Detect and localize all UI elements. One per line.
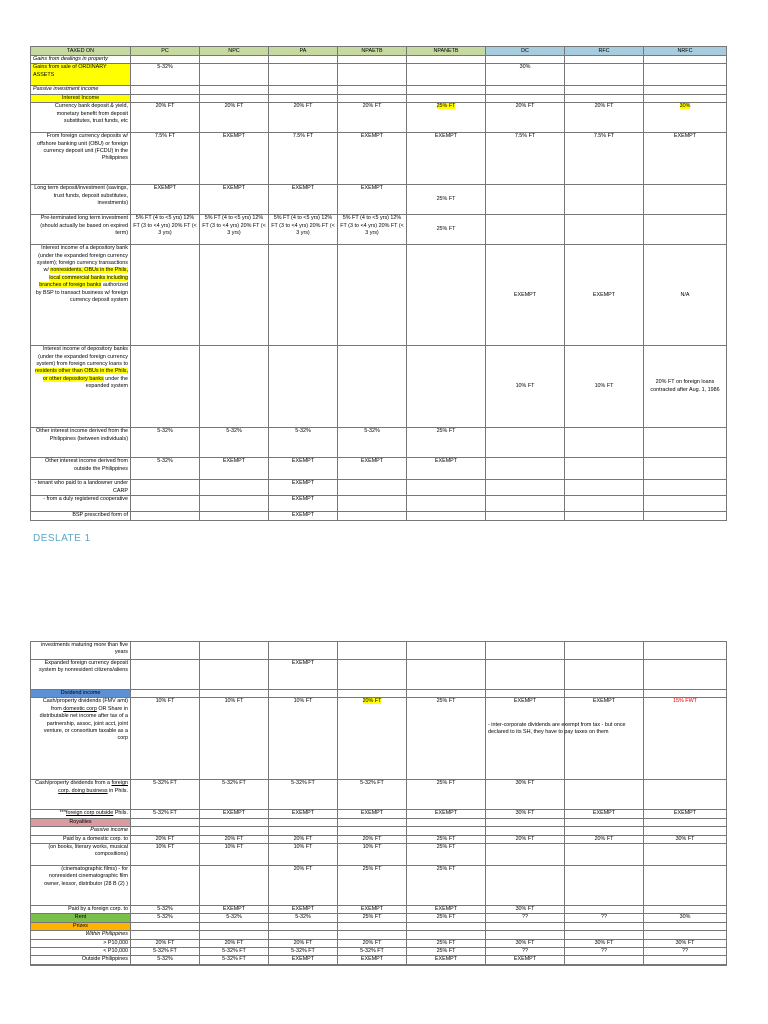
cell-value: 5-32% FT [338,948,407,956]
row-label-cash-dividends-domestic [31,698,131,780]
cell-value: EXEMPT [338,133,407,185]
cell-value: EXEMPT [200,185,269,215]
cell-value: 5-32% FT [131,810,200,818]
cell-value: 30% [644,914,727,922]
cell-value: 20% FT [565,835,644,843]
cell-value: EXEMPT [269,512,338,520]
cell-value: EXEMPT [565,245,644,346]
table-row [31,956,727,964]
section-row [31,94,727,102]
cell-value: EXEMPT [407,133,486,185]
row-label-foreign-corp-dividends [31,780,131,810]
cell-value: 5-32% FT [338,780,407,810]
cell-value: 20% FT [486,103,565,133]
intercorporate-note: - inter-corporate dividends are exempt from tax - but once declared to its SH, they have to pay taxes on them [488,721,626,736]
cell-value: 5-32% [131,956,200,964]
cell-value: ?? [644,948,727,956]
table-row [31,642,727,660]
cell-value: 10% FT [200,844,269,866]
cell-value: EXEMPT [565,810,644,818]
section-row [31,818,727,826]
col-header-pa: PA [269,47,338,56]
col-header-npaetb: NPAETB [338,47,407,56]
col-header-rfc: RFC [565,47,644,56]
table-row [31,86,727,94]
cell-value: EXEMPT [407,810,486,818]
cell-value: 5-32% [338,428,407,458]
cell-value: EXEMPT [338,810,407,818]
cell-value: EXEMPT [131,185,200,215]
row-label-lt-10000: < P10,000 [31,948,131,956]
cell-value: 5% FT (4 to <5 yrs) 12% FT (3 to <4 yrs) 20% FT (< 3 yrs) [269,215,338,245]
cell-value: 30% FT [486,780,565,810]
cell-value: 5-32% [131,64,200,86]
table-row [31,346,727,428]
cell-value: 10% FT [338,844,407,866]
cell-value: EXEMPT [200,133,269,185]
cell-value: 5% FT (4 to <5 yrs) 12% FT (3 to <4 yrs) 20% FT (< 3 yrs) [131,215,200,245]
cell-value: 20% FT [131,939,200,947]
cell-value: 30% [486,64,565,86]
table-row [31,245,727,346]
row-label-depository-bank [31,245,131,346]
section-prizes: Prizes [31,922,131,930]
cell-value: 5-32% [269,914,338,922]
underlined-label: foreign corp outside [65,810,114,817]
label-part: in Phils. [109,787,128,794]
table-row [31,906,727,914]
cell-value: EXEMPT [565,698,644,780]
row-label-passive-income: Passive income [31,827,131,835]
cell-value: 7.5% FT [131,133,200,185]
cell-value: 5-32% FT [131,948,200,956]
row-label-other-interest-out: Other interest income derived from outside the Philippines [31,458,131,480]
label-part: Cash/property dividends from a [35,780,111,787]
cell-value: 5-32% [200,914,269,922]
cell-value: EXEMPT [338,956,407,964]
label-part: *** [59,810,66,817]
section-row [31,922,727,930]
cell-value: EXEMPT [407,956,486,964]
row-label-within-phil: Within Philippines [31,931,131,939]
table-row [31,835,727,843]
underlined-label: domestic corp [63,705,97,712]
table-row [31,844,727,866]
cell-value: ?? [565,914,644,922]
cell-value: 20% FT [338,103,407,133]
cell-value: 30% FT [565,939,644,947]
cell-value: EXEMPT [644,810,727,818]
cell-value: 10% FT [131,698,200,780]
row-label-gt-10000: > P10,000 [31,939,131,947]
row-label-bank-deposit: Currency bank deposit & yield, monetary benefit from deposit substitutes, trust funds, etc [31,103,131,133]
cell-value: 20% FT [565,103,644,133]
cell-value: N/A [644,245,727,346]
cell-value: 20% FT [269,835,338,843]
row-label-passive: Passive investment income [31,86,131,94]
cell-value: 5-32% [131,914,200,922]
cell-value-exempt: EXEMPT [513,698,537,705]
cell-value: 20% FT [486,835,565,843]
cell-value: 20% FT on foreign loans contracted after Aug. 1, 1986 [644,346,727,428]
cell-value: 5-32% FT [200,780,269,810]
cell-value: 20% FT [200,103,269,133]
cell-value: EXEMPT [486,956,565,964]
cell-value: 5% FT (4 to <5 yrs) 12% FT (3 to <4 yrs) 20% FT (< 3 yrs) [200,215,269,245]
table-row [31,827,727,835]
row-label-books: (on books, literary works, musical compositions) [31,844,131,866]
cell-value: 30% FT [644,835,727,843]
table-row [31,185,727,215]
cell-value: 30% FT [644,939,727,947]
cell-value: 5-32% [131,906,200,914]
row-label-gains-dealings: Gains from dealings in property [31,56,131,64]
cell-value: EXEMPT [200,810,269,818]
cell-value: 15% FWT [644,698,727,780]
cell-value: 20% FT [338,835,407,843]
row-label-depository-banks-loans [31,346,131,428]
cell-value: EXEMPT [407,458,486,480]
table-row [31,948,727,956]
label-part: under the expanded system [85,375,128,390]
cell-value: EXEMPT [200,458,269,480]
row-label-other-interest-in: Other interest income derived from the Philippines (between individuals) [31,428,131,458]
cell-value: EXEMPT [269,906,338,914]
cell-value: EXEMPT [269,458,338,480]
cell-value: 10% FT [565,346,644,428]
cell-value [407,103,486,133]
cell-value [486,698,626,780]
section-dividend-income: Dividend income [31,690,131,698]
cell-value: EXEMPT [269,480,338,496]
section-interest-income: Interest Income [31,94,131,102]
cell-value: 25% FT [407,939,486,947]
label-part: OR Share in distributable net income after tax of a partnership, assoc, joint acct, joint venture, or consortium taxable as a corp [39,705,128,742]
cell-value: 25% FT [407,914,486,922]
table-row [31,660,727,690]
cell-value: 20% FT [269,103,338,133]
cell-value: 30% FT [486,939,565,947]
cell-value: 25% FT [407,948,486,956]
table-row [31,56,727,64]
table-row [31,780,727,810]
section-royalties: Royalties [31,818,131,826]
cell-value: 5-32% FT [131,780,200,810]
cell-value: EXEMPT [269,185,338,215]
table-row [31,458,727,480]
cell-value: 10% FT [269,698,338,780]
cell-value: 30% FT [486,906,565,914]
cell-value: EXEMPT [269,956,338,964]
cell-value: 25% FT [407,844,486,866]
cell-value [644,103,727,133]
cell-value: 25% FT [407,780,486,810]
cell-value: 10% FT [131,844,200,866]
cell-value: 20% FT [131,103,200,133]
cell-value: 5-32% [269,428,338,458]
table-row [31,428,727,458]
row-label-coop: - from a duly registered cooperative [31,496,131,512]
cell-value: 10% FT [269,844,338,866]
cell-value: 10% FT [200,698,269,780]
row-label-foreign-deposit: From foreign currency deposits w/ offshore banking unit (OBU) or foreign currency deposit unit (FCDU) in the Philippines [31,133,131,185]
slide-caption: DESLATE 1 [33,533,91,544]
section-row [31,690,727,698]
table-row [31,64,727,86]
table-row [31,133,727,185]
cell-value: ?? [486,914,565,922]
cell-value: ?? [486,948,565,956]
table-row [31,496,727,512]
cell-value: 7.5% FT [565,133,644,185]
cell-value: EXEMPT [644,133,727,185]
cell-value: EXEMPT [486,245,565,346]
cell-value: EXEMPT [269,810,338,818]
tax-table-part2 [30,641,727,966]
cell-value: 20% FT [200,939,269,947]
cell-value: 5-32% FT [200,948,269,956]
table-row [31,964,727,965]
col-header-dc: DC [486,47,565,56]
highlighted-label: residents other than OBUs in the Phils, or other depository banks [35,368,128,382]
col-header-npanetb: NPANETB [407,47,486,56]
row-label-paid-domestic: Paid by a domestic corp. to [31,835,131,843]
highlighted-value: 25% FT [436,103,456,110]
tax-table-part1 [30,46,727,521]
row-label-preterminated: Pre-terminated long term investment (should actually be based on expired term) [31,215,131,245]
row-label-outside-phil: Outside Philippines [31,956,131,964]
row-label-cinematographic: (cinematographic films) - for nonresident cinematographic film owner, lessor, distributor (28 B (2) ) [31,866,131,906]
row-label-expanded-foreign: Expanded foreign currency deposit system by nonresident citizens/aliens [31,660,131,690]
cell-value: 5-32% FT [269,780,338,810]
cell-value: 5-32% [131,458,200,480]
row-label-long-term: Long term deposit/investment (savings, trust funds, deposit substitutes, investments) [31,185,131,215]
cell-value: 20% FT [131,835,200,843]
table-row [31,215,727,245]
label-part: authorized by BSP to transact business w/ foreign currency deposit system [35,282,128,304]
cell-value: 7.5% FT [486,133,565,185]
row-label-gains-sale: Gains from sale of ORDINARY ASSETS [31,64,131,86]
cell-value: 25% FT [407,698,486,780]
cell-value: EXEMPT [407,906,486,914]
table-row [31,810,727,818]
table-row [31,698,727,780]
cell-value: 5-32% [131,428,200,458]
cell-value: 5% FT (4 to <5 yrs) 12% FT (3 to <4 yrs) 20% FT (< 3 yrs) [338,215,407,245]
row-label-paid-foreign: Paid by a foreign corp. to [31,906,131,914]
table-row [31,512,727,520]
col-header-taxed-on: TAXED ON [31,47,131,56]
row-label-tenant: - tenant who paid to a landowner under CARP [31,480,131,496]
table-row [31,939,727,947]
cell-value: EXEMPT [338,906,407,914]
table-row [31,103,727,133]
label-part: Interest income of depository banks (under the expanded foreign currency system) from foreign currency loans to [36,346,128,368]
cell-value: 30% FT [486,810,565,818]
section-row [31,914,727,922]
cell-value: EXEMPT [269,496,338,512]
underlined-label: foreign corp. doing business [58,780,128,794]
label-part: Phils. [114,810,128,817]
cell-value: 25% FT [407,835,486,843]
col-header-nrfc: NRFC [644,47,727,56]
table-row [31,480,727,496]
cell-value: 20% FT [200,835,269,843]
cell-value: 10% FT [486,346,565,428]
cell-value: 25% FT [407,185,486,215]
header-row [31,47,727,56]
highlighted-value: 30% [679,103,691,110]
cell-value: 20% FT [338,939,407,947]
cell-value: 25% FT [338,914,407,922]
section-rent: Rent [31,914,131,922]
cell-value: 5-32% FT [200,956,269,964]
cell-value: ?? [565,948,644,956]
cell-value: 7.5% FT [269,133,338,185]
cell-value: 20% FT [269,939,338,947]
highlighted-label: nonresidents, OBUs in the Phils, local commercial banks including branches of foreign banks [39,267,128,289]
col-header-pc: PC [131,47,200,56]
cell-value: 25% FT [407,215,486,245]
label-part: Cash/property dividends (FMV amt) from [42,698,128,712]
col-header-npc: NPC [200,47,269,56]
cell-value: 20% FT [269,866,338,906]
cell-value [338,698,407,780]
cell-value: 5-32% FT [269,948,338,956]
cell-value: EXEMPT [269,660,338,690]
table-row [31,866,727,906]
table-row [31,931,727,939]
row-label-investments-maturing: investments maturing more than five years [31,642,131,660]
cell-value: 5-32% [200,428,269,458]
row-label-bsp: BSP prescribed form of [31,512,131,520]
cell-value: 25% FT [338,866,407,906]
row-label-foreign-corp-outside [31,810,131,818]
cell-value: EXEMPT [338,458,407,480]
cell-value: EXEMPT [338,185,407,215]
cell-value: 25% FT [407,428,486,458]
cell-value: 25% FT [407,866,486,906]
cell-value: EXEMPT [200,906,269,914]
label-part: Interest income of a depository bank (under the expanded foreign currency system); foreign currency transactions w/ [36,245,128,274]
highlighted-value: 20% FT [362,698,382,705]
